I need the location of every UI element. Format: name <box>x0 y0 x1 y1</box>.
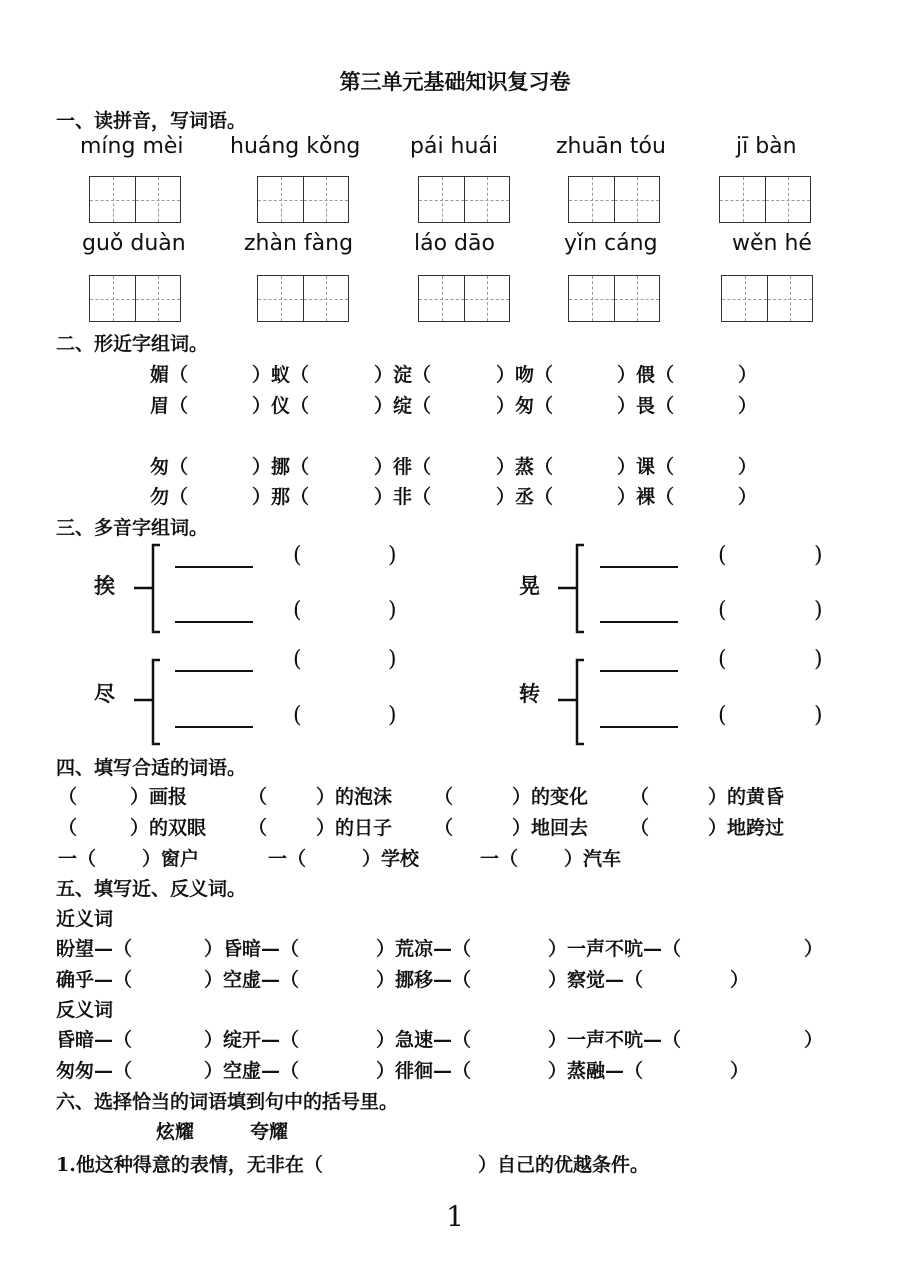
brace-icon <box>134 545 160 632</box>
polyphone-char: 转 <box>519 681 540 706</box>
fill-item: ）那（ <box>252 486 310 508</box>
fill-item: 一（ <box>268 848 307 870</box>
fill-item: ） <box>738 364 758 386</box>
fill-item: ）昏暗—（ <box>204 938 300 960</box>
fill-item: ）的双眼 <box>130 817 207 839</box>
section-1-heading: 一、读拼音，写词语。 <box>56 110 247 132</box>
fill-item: ）窗户 <box>142 848 200 870</box>
fill-item: ）的泡沫 <box>316 786 393 808</box>
fill-item: ）空虚—（ <box>204 969 300 991</box>
polyphone-char: 尽 <box>94 681 115 706</box>
fill-item: ） <box>738 456 758 478</box>
fill-item: 眉（ <box>150 395 189 417</box>
paren-open: ( <box>718 543 727 568</box>
fill-item: （ <box>630 786 650 808</box>
fill-item: （ <box>630 817 650 839</box>
fill-item: ）挪移—（ <box>376 969 472 991</box>
fill-item: ）裸（ <box>617 486 675 508</box>
fill-item: 媚（ <box>150 364 189 386</box>
fill-item: ）急速—（ <box>376 1029 472 1051</box>
paren-close: ) <box>388 647 397 672</box>
fill-item: ） <box>804 1029 824 1051</box>
fill-item: ）绽开—（ <box>204 1029 300 1051</box>
brace-icon <box>558 660 584 744</box>
fill-item: 勿（ <box>150 486 189 508</box>
paren-open: ( <box>718 598 727 623</box>
answer-blank[interactable] <box>175 726 253 728</box>
fill-item: ）绽（ <box>374 395 432 417</box>
fill-item: （ <box>434 786 454 808</box>
fill-item: ）一声不吭—（ <box>548 938 682 960</box>
section-3-heading: 三、多音字组词。 <box>56 517 209 539</box>
paren-close: ) <box>814 703 823 728</box>
fill-item: 确乎—（ <box>56 969 133 991</box>
answer-blank[interactable] <box>600 670 678 672</box>
pinyin: yǐn cáng <box>564 231 658 256</box>
fill-item: ）匆（ <box>496 395 554 417</box>
fill-item: ）画报 <box>130 786 188 808</box>
fill-item: ） <box>730 1060 750 1082</box>
pinyin: zhàn fàng <box>244 231 354 256</box>
fill-item: ）偎（ <box>617 364 675 386</box>
fill-item: 昏暗—（ <box>56 1029 133 1051</box>
fill-item: 匆匆—（ <box>56 1060 133 1082</box>
paren-close: ) <box>388 703 397 728</box>
fill-item: ）畏（ <box>617 395 675 417</box>
paren-open: ( <box>293 598 302 623</box>
fill-item: ） <box>738 395 758 417</box>
paren-close: ) <box>814 543 823 568</box>
paren-open: ( <box>718 647 727 672</box>
antonym-label: 反义词 <box>56 999 114 1021</box>
fill-item: （ <box>248 817 268 839</box>
pinyin: pái huái <box>410 134 499 159</box>
fill-item: ）蒸融—（ <box>548 1060 644 1082</box>
fill-item: 一（ <box>480 848 519 870</box>
fill-item: ）汽车 <box>564 848 622 870</box>
answer-blank[interactable] <box>600 621 678 623</box>
fill-item: ）荒凉—（ <box>376 938 472 960</box>
paren-open: ( <box>293 703 302 728</box>
fill-item: 匆（ <box>150 456 189 478</box>
answer-blank[interactable] <box>600 726 678 728</box>
synonym-label: 近义词 <box>56 908 114 930</box>
fill-item: ）学校 <box>362 848 420 870</box>
pinyin: guǒ duàn <box>82 231 186 256</box>
polyphone-char: 晃 <box>519 573 540 598</box>
answer-blank[interactable] <box>175 566 253 568</box>
polyphone-char: 挨 <box>94 573 115 598</box>
question-1-part-a: 1.他这种得意的表情，无非在（ <box>56 1154 323 1176</box>
fill-item: ）课（ <box>617 456 675 478</box>
fill-item: （ <box>58 817 78 839</box>
brace-icon <box>558 545 584 632</box>
section-4-heading: 四、填写合适的词语。 <box>56 757 247 779</box>
question-1-part-b: ）自己的优越条件。 <box>478 1154 650 1176</box>
fill-item: ）吻（ <box>496 364 554 386</box>
fill-item: ）地回去 <box>512 817 589 839</box>
fill-item: ） <box>738 486 758 508</box>
fill-item: ）蚁（ <box>252 364 310 386</box>
pinyin: míng mèi <box>80 134 184 159</box>
fill-item: （ <box>434 817 454 839</box>
fill-item: ） <box>804 938 824 960</box>
pinyin: wěn hé <box>732 231 812 256</box>
paren-close: ) <box>388 598 397 623</box>
fill-item: ）空虚—（ <box>204 1060 300 1082</box>
paren-close: ) <box>814 598 823 623</box>
paren-open: ( <box>718 703 727 728</box>
fill-item: ）丞（ <box>496 486 554 508</box>
fill-item: ）的变化 <box>512 786 589 808</box>
fill-item: ）的黄昏 <box>708 786 785 808</box>
pinyin: láo dāo <box>414 231 495 256</box>
pinyin: jī bàn <box>736 134 797 159</box>
section-5-heading: 五、填写近、反义词。 <box>56 878 247 900</box>
fill-item: 盼望—（ <box>56 938 133 960</box>
fill-item: ）挪（ <box>252 456 310 478</box>
fill-item: ）仪（ <box>252 395 310 417</box>
fill-item: ） <box>730 969 750 991</box>
fill-item: ）一声不吭—（ <box>548 1029 682 1051</box>
fill-item: ）的日子 <box>316 817 393 839</box>
pinyin: huáng kǒng <box>230 134 361 159</box>
paren-close: ) <box>388 543 397 568</box>
page-number: 1 <box>446 1200 464 1233</box>
answer-blank[interactable] <box>600 566 678 568</box>
fill-item: ）徘（ <box>374 456 432 478</box>
pinyin: zhuān tóu <box>556 134 666 159</box>
brace-icon <box>134 660 160 744</box>
answer-blank[interactable] <box>175 621 253 623</box>
fill-item: ）地跨过 <box>708 817 785 839</box>
fill-item: ）察觉—（ <box>548 969 644 991</box>
paren-open: ( <box>293 647 302 672</box>
paren-close: ) <box>814 647 823 672</box>
word-option: 炫耀 <box>156 1121 195 1143</box>
fill-item: （ <box>58 786 78 808</box>
answer-blank[interactable] <box>175 670 253 672</box>
fill-item: ）淀（ <box>374 364 432 386</box>
fill-item: ）非（ <box>374 486 432 508</box>
fill-item: （ <box>248 786 268 808</box>
fill-item: ）徘徊—（ <box>376 1060 472 1082</box>
fill-item: ）蒸（ <box>496 456 554 478</box>
paren-open: ( <box>293 543 302 568</box>
section-6-heading: 六、选择恰当的词语填到句中的括号里。 <box>56 1091 399 1113</box>
fill-item: 一（ <box>58 848 97 870</box>
page-title: 第三单元基础知识复习卷 <box>339 69 571 94</box>
word-option: 夸耀 <box>250 1121 289 1143</box>
section-2-heading: 二、形近字组词。 <box>56 333 209 355</box>
